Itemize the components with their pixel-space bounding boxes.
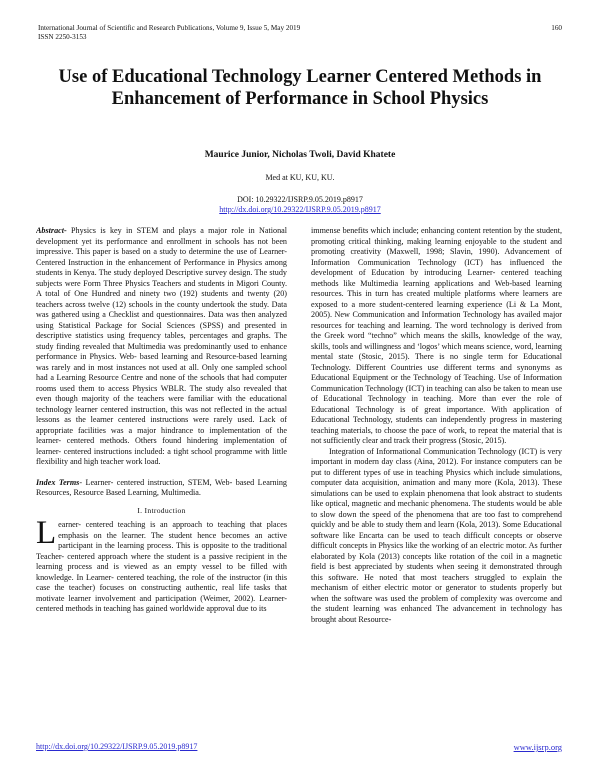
intro-text: earner- centered teaching is an approach to teaching that places emphasis on the learner. The student hence becomes an active participant in the learning process. This is opposite to the traditional Teacher- centered approach where the student is a passive recipient in the learning process and is viewed as an empty vessel to be filled with knowledge. In Learner- centered teaching, the role of the instructor (in this case the teacher) focuses on constructing authentic, real life tasks that motivate learner involvement and participation (Weimer, 2002). Learner-centered methods in teaching has gained worldwide approval due to its <box>36 520 287 613</box>
left-column <box>36 226 287 716</box>
affiliation: Med at KU, KU, KU. <box>265 173 335 182</box>
footer-site-link[interactable]: www.ijsrp.org <box>513 742 562 752</box>
journal-name: International Journal of Scientific and Research Publications, Volume 9, Issue 5, May 2019 <box>38 24 301 32</box>
intro-paragraph <box>36 515 287 615</box>
abstract-text: Physics is key in STEM and plays a major role in National development yet its performance and enrollment in schools has not been impressive. This paper is based on a study to determine the use of Learner- Centered Instruction in the enhancement of Performance in Physics among students in Kenya. The study deployed Descriptive survey design. The study subjects were Form Three Physics Teachers and students in Migori County. A total of One Hundred and ninety two (192) students and twenty (20) teachers across twelve (12) schools in the county undertook the study. Data was gathered using a Checklist and questionnaires. Data was then analyzed using Statistical Package for Social Sciences (SPSS) and presented in descriptive statistics using frequency tables, percentages and graphs. The study finding revealed that Multimedia was predominantly used to enhance performance in Physics. Web- based learning and Resource-based learning was rarely and in most instances not used at all. Only one sampled school had a Learning Resource Centre and none of the schools that had computer rooms used them to access Physics WBLR. The study also revealed that even though majority of the teachers were familiar with the educational technology learner centered instruction, this was not reflected in the actual lessons as the learner centered instructions were rarely used. Lack of appropriate facilities was a major hindrance to implementation of the learner- centered methods. Others found hindering implementation of learner- centered instructions included: a tight school programme with little flexibility and high teacher work load. <box>36 226 287 466</box>
doi-link[interactable]: http://dx.doi.org/10.29322/IJSRP.9.05.2019.p8917 <box>219 205 381 214</box>
running-header <box>38 24 300 42</box>
issn: ISSN 2250-3153 <box>38 33 87 41</box>
index-terms-label: Index Terms <box>36 477 80 487</box>
index-terms-text: - Learner- centered instruction, STEM, Web- based Learning Resources, Resource Based Learning, Multimedia. <box>36 477 287 497</box>
section-heading-introduction: I. Introduction <box>137 505 186 515</box>
authors: Maurice Junior, Nicholas Twoli, David Khatete <box>204 150 396 160</box>
right-paragraph-2: Integration of Informational Communication Technology (ICT) is very important in modern day class (Aina, 2012). For instance computers can be put to different types of use in teaching Physics which include simulations, computer data acquisition, animation and many more (Kola, 2013). These simulations can be used to explain phenomena that look abstract to students like optical, magnetic and mechanic phenomena. The students would be able to slow down the speed of the phenomena that are too fast to comprehend quickly and be able to study them and learn (Kola, 2013). Some Educational software like Encarta can be used to teach difficult concepts or observe difficult concepts in Physics like the working of an electric motor. As further elaborated by Kola (2013) concepts like rotation of the coil in a magnetic field is best appreciated by students when seeing it demonstrated through this software. He noted that most teachers struggled to explain the mechanism of either electric motor or generator to students properly but when the software was used the problem of complexity was overcome and the student learning was enhanced The advancement in technology has brought about Resource- <box>311 446 562 624</box>
right-column <box>311 226 562 716</box>
doi-block <box>38 195 562 215</box>
abstract-label: Abstract- <box>36 226 67 235</box>
doi-text: DOI: 10.29322/IJSRP.9.05.2019.p8917 <box>237 195 363 204</box>
index-terms <box>36 478 287 499</box>
abstract <box>36 226 287 468</box>
page-number: 160 <box>551 24 562 32</box>
paper-title: Use of Educational Technology Learner Centered Methods in Enhancement of Performance in School Physics <box>58 67 542 109</box>
drop-cap: L <box>36 515 57 551</box>
footer-doi-link[interactable]: http://dx.doi.org/10.29322/IJSRP.9.05.2019.p8917 <box>36 742 198 751</box>
right-paragraph-1: immense benefits which include; enhancing content retention by the student, promoting critical thinking, making learning enjoyable to the student and promoting creativity (Maxwell, 1998; Slavin, 1990). Advancement of Information Communication Technology (ICT) has influenced the development of Education by introducing Learner- centered teaching methods like Multimedia learning applications and Web-based learning resources. This in turn has created multiple platforms where learners are exposed to a more student-centered learning experience (Li & La Mont, 2005). New Communication and Information Technology has availed major resources for teaching and learning. The word technology is derived from the Greek word “techno” which means the skills, knowledge of the way, skills, tools and willingness and ‘logos’ which means science, word, learning mental state (Stosic, 2015). There is no single term for Educational Technology. Different Countries use different terms and synonyms as Educational Equipment or the Technology of Teaching. Use of Information Communication Technology (ICT) in teaching can also be taken to mean use of Educational Technology in teaching. More than ever the role of Educational Technology is of great importance. With application of Educational Technology, students can independently progress in mastering teaching materials, to choose the pace of work, to repeat the material that is not sufficiently clear and track their progress (Stosic, 2015). <box>311 226 562 445</box>
